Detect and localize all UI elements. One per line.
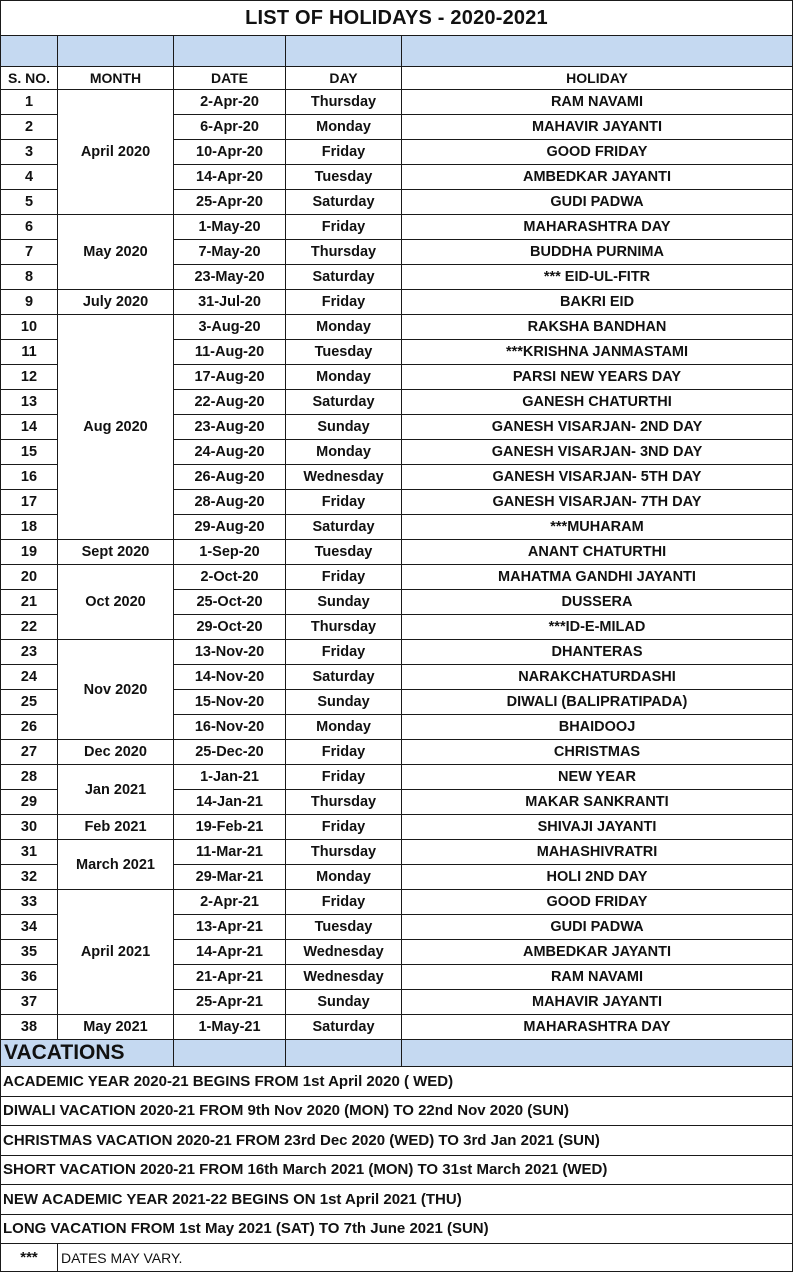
cell-date: 24-Aug-20: [174, 440, 286, 465]
cell-sno: 11: [1, 340, 58, 365]
vacation-line: SHORT VACATION 2020-21 FROM 16th March 2021 (MON) TO 31st March 2021 (WED): [1, 1155, 793, 1185]
cell-date: 22-Aug-20: [174, 390, 286, 415]
vacations-header-row: [1, 1040, 793, 1067]
cell-sno: 3: [1, 140, 58, 165]
cell-holiday: GANESH VISARJAN- 3ND DAY: [402, 440, 793, 465]
cell-day: Sunday: [286, 590, 402, 615]
cell-holiday: ANANT CHATURTHI: [402, 540, 793, 565]
cell-sno: 31: [1, 840, 58, 865]
cell-day: Wednesday: [286, 940, 402, 965]
cell-holiday: GANESH CHATURTHI: [402, 390, 793, 415]
table-row: [1, 315, 793, 340]
cell-holiday: *** EID-UL-FITR: [402, 265, 793, 290]
cell-holiday: ***MUHARAM: [402, 515, 793, 540]
cell-date: 25-Apr-21: [174, 990, 286, 1015]
cell-date: 1-Jan-21: [174, 765, 286, 790]
cell-month: Jan 2021: [58, 765, 174, 815]
cell-holiday: GANESH VISARJAN- 7TH DAY: [402, 490, 793, 515]
cell-holiday: DHANTERAS: [402, 640, 793, 665]
cell-day: Friday: [286, 290, 402, 315]
cell-day: Monday: [286, 315, 402, 340]
column-header-sno: S. NO.: [1, 67, 58, 90]
cell-date: 2-Apr-21: [174, 890, 286, 915]
cell-date: 13-Nov-20: [174, 640, 286, 665]
cell-month: Oct 2020: [58, 565, 174, 640]
vacations-heading: VACATIONS: [1, 1040, 174, 1067]
note-row: [1, 1244, 793, 1272]
cell-day: Wednesday: [286, 465, 402, 490]
cell-holiday: MAHAVIR JAYANTI: [402, 990, 793, 1015]
cell-sno: 38: [1, 1015, 58, 1040]
cell-sno: 35: [1, 940, 58, 965]
cell-holiday: AMBEDKAR JAYANTI: [402, 165, 793, 190]
cell-day: Thursday: [286, 840, 402, 865]
vacation-line: NEW ACADEMIC YEAR 2021-22 BEGINS ON 1st April 2021 (THU): [1, 1185, 793, 1215]
cell-day: Friday: [286, 765, 402, 790]
cell-sno: 22: [1, 615, 58, 640]
cell-sno: 25: [1, 690, 58, 715]
table-row: [1, 540, 793, 565]
cell-holiday: PARSI NEW YEARS DAY: [402, 365, 793, 390]
cell-date: 14-Nov-20: [174, 665, 286, 690]
cell-holiday: MAHATMA GANDHI JAYANTI: [402, 565, 793, 590]
cell-day: Sunday: [286, 690, 402, 715]
cell-month: Aug 2020: [58, 315, 174, 540]
cell-month: Feb 2021: [58, 815, 174, 840]
cell-day: Sunday: [286, 415, 402, 440]
cell-date: 14-Apr-21: [174, 940, 286, 965]
cell-holiday: RAKSHA BANDHAN: [402, 315, 793, 340]
note-text: DATES MAY VARY.: [58, 1244, 793, 1272]
cell-date: 6-Apr-20: [174, 115, 286, 140]
cell-holiday: ***ID-E-MILAD: [402, 615, 793, 640]
cell-date: 1-May-21: [174, 1015, 286, 1040]
cell-date: 17-Aug-20: [174, 365, 286, 390]
cell-day: Monday: [286, 440, 402, 465]
cell-day: Thursday: [286, 90, 402, 115]
cell-date: 10-Apr-20: [174, 140, 286, 165]
cell-month: March 2021: [58, 840, 174, 890]
cell-date: 25-Oct-20: [174, 590, 286, 615]
cell-date: 3-Aug-20: [174, 315, 286, 340]
cell-holiday: MAKAR SANKRANTI: [402, 790, 793, 815]
cell-day: Saturday: [286, 515, 402, 540]
cell-sno: 4: [1, 165, 58, 190]
table-row: [1, 740, 793, 765]
page-title: LIST OF HOLIDAYS - 2020-2021: [1, 1, 793, 36]
cell-holiday: BUDDHA PURNIMA: [402, 240, 793, 265]
cell-sno: 32: [1, 865, 58, 890]
cell-sno: 1: [1, 90, 58, 115]
cell-month: April 2020: [58, 90, 174, 215]
cell-sno: 10: [1, 315, 58, 340]
cell-date: 25-Dec-20: [174, 740, 286, 765]
cell-date: 31-Jul-20: [174, 290, 286, 315]
cell-sno: 5: [1, 190, 58, 215]
cell-sno: 12: [1, 365, 58, 390]
cell-holiday: MAHARASHTRA DAY: [402, 1015, 793, 1040]
cell-date: 23-Aug-20: [174, 415, 286, 440]
cell-holiday: ***KRISHNA JANMASTAMI: [402, 340, 793, 365]
table-row: [1, 640, 793, 665]
table-row: [1, 765, 793, 790]
cell-holiday: GOOD FRIDAY: [402, 140, 793, 165]
cell-day: Thursday: [286, 240, 402, 265]
cell-holiday: CHRISTMAS: [402, 740, 793, 765]
cell-sno: 24: [1, 665, 58, 690]
cell-holiday: GUDI PADWA: [402, 915, 793, 940]
cell-holiday: MAHAVIR JAYANTI: [402, 115, 793, 140]
cell-day: Tuesday: [286, 165, 402, 190]
cell-day: Monday: [286, 365, 402, 390]
cell-month: Nov 2020: [58, 640, 174, 740]
column-header-row: [1, 67, 793, 90]
cell-sno: 18: [1, 515, 58, 540]
cell-day: Saturday: [286, 265, 402, 290]
cell-date: 7-May-20: [174, 240, 286, 265]
cell-month: May 2021: [58, 1015, 174, 1040]
cell-holiday: NARAKCHATURDASHI: [402, 665, 793, 690]
column-header-date: DATE: [174, 67, 286, 90]
cell-date: 29-Mar-21: [174, 865, 286, 890]
cell-month: May 2020: [58, 215, 174, 290]
cell-day: Thursday: [286, 790, 402, 815]
cell-sno: 9: [1, 290, 58, 315]
cell-day: Saturday: [286, 1015, 402, 1040]
cell-sno: 23: [1, 640, 58, 665]
cell-sno: 37: [1, 990, 58, 1015]
cell-holiday: GOOD FRIDAY: [402, 890, 793, 915]
cell-sno: 15: [1, 440, 58, 465]
table-row: [1, 90, 793, 115]
holiday-rows: [1, 90, 793, 1040]
cell-sno: 29: [1, 790, 58, 815]
table-row: [1, 290, 793, 315]
cell-holiday: MAHARASHTRA DAY: [402, 215, 793, 240]
cell-date: 29-Aug-20: [174, 515, 286, 540]
cell-month: Dec 2020: [58, 740, 174, 765]
column-header-month: MONTH: [58, 67, 174, 90]
cell-day: Friday: [286, 565, 402, 590]
cell-sno: 36: [1, 965, 58, 990]
cell-holiday: HOLI 2ND DAY: [402, 865, 793, 890]
cell-date: 14-Jan-21: [174, 790, 286, 815]
vacation-line: DIWALI VACATION 2020-21 FROM 9th Nov 2020 (MON) TO 22nd Nov 2020 (SUN): [1, 1096, 793, 1126]
cell-holiday: MAHASHIVRATRI: [402, 840, 793, 865]
cell-day: Friday: [286, 640, 402, 665]
cell-day: Friday: [286, 490, 402, 515]
cell-holiday: BHAIDOOJ: [402, 715, 793, 740]
cell-sno: 33: [1, 890, 58, 915]
cell-sno: 27: [1, 740, 58, 765]
cell-holiday: RAM NAVAMI: [402, 965, 793, 990]
cell-sno: 21: [1, 590, 58, 615]
table-row: [1, 840, 793, 865]
cell-day: Saturday: [286, 190, 402, 215]
cell-date: 14-Apr-20: [174, 165, 286, 190]
note-marker: ***: [1, 1244, 58, 1272]
cell-sno: 20: [1, 565, 58, 590]
cell-date: 15-Nov-20: [174, 690, 286, 715]
table-row: [1, 890, 793, 915]
column-header-day: DAY: [286, 67, 402, 90]
blank-blue-band: [1, 36, 793, 67]
cell-day: Tuesday: [286, 915, 402, 940]
cell-date: 1-May-20: [174, 215, 286, 240]
cell-sno: 26: [1, 715, 58, 740]
cell-holiday: GUDI PADWA: [402, 190, 793, 215]
cell-date: 11-Mar-21: [174, 840, 286, 865]
vacation-line: LONG VACATION FROM 1st May 2021 (SAT) TO 7th June 2021 (SUN): [1, 1214, 793, 1244]
table-row: [1, 215, 793, 240]
cell-sno: 16: [1, 465, 58, 490]
cell-day: Friday: [286, 890, 402, 915]
cell-day: Monday: [286, 115, 402, 140]
cell-sno: 6: [1, 215, 58, 240]
table-row: [1, 815, 793, 840]
cell-holiday: BAKRI EID: [402, 290, 793, 315]
cell-sno: 2: [1, 115, 58, 140]
cell-day: Saturday: [286, 665, 402, 690]
cell-month: July 2020: [58, 290, 174, 315]
cell-date: 25-Apr-20: [174, 190, 286, 215]
cell-day: Thursday: [286, 615, 402, 640]
cell-holiday: DUSSERA: [402, 590, 793, 615]
cell-date: 21-Apr-21: [174, 965, 286, 990]
cell-day: Monday: [286, 865, 402, 890]
cell-date: 2-Apr-20: [174, 90, 286, 115]
cell-sno: 28: [1, 765, 58, 790]
cell-day: Friday: [286, 140, 402, 165]
cell-sno: 8: [1, 265, 58, 290]
cell-holiday: RAM NAVAMI: [402, 90, 793, 115]
cell-date: 26-Aug-20: [174, 465, 286, 490]
cell-sno: 13: [1, 390, 58, 415]
column-header-holiday: HOLIDAY: [402, 67, 793, 90]
cell-date: 13-Apr-21: [174, 915, 286, 940]
cell-month: Sept 2020: [58, 540, 174, 565]
cell-sno: 34: [1, 915, 58, 940]
cell-day: Sunday: [286, 990, 402, 1015]
cell-day: Friday: [286, 815, 402, 840]
cell-holiday: AMBEDKAR JAYANTI: [402, 940, 793, 965]
vacation-line: CHRISTMAS VACATION 2020-21 FROM 23rd Dec 2020 (WED) TO 3rd Jan 2021 (SUN): [1, 1126, 793, 1156]
cell-day: Wednesday: [286, 965, 402, 990]
table-row: [1, 565, 793, 590]
cell-day: Saturday: [286, 390, 402, 415]
table-row: [1, 1015, 793, 1040]
cell-date: 1-Sep-20: [174, 540, 286, 565]
cell-holiday: NEW YEAR: [402, 765, 793, 790]
cell-holiday: GANESH VISARJAN- 2ND DAY: [402, 415, 793, 440]
cell-day: Friday: [286, 740, 402, 765]
cell-date: 11-Aug-20: [174, 340, 286, 365]
cell-sno: 17: [1, 490, 58, 515]
cell-holiday: SHIVAJI JAYANTI: [402, 815, 793, 840]
cell-sno: 7: [1, 240, 58, 265]
vacation-line: ACADEMIC YEAR 2020-21 BEGINS FROM 1st April 2020 ( WED): [1, 1067, 793, 1097]
cell-holiday: DIWALI (BALIPRATIPADA): [402, 690, 793, 715]
cell-sno: 14: [1, 415, 58, 440]
cell-holiday: GANESH VISARJAN- 5TH DAY: [402, 465, 793, 490]
cell-day: Friday: [286, 215, 402, 240]
cell-month: April 2021: [58, 890, 174, 1015]
cell-sno: 19: [1, 540, 58, 565]
cell-date: 23-May-20: [174, 265, 286, 290]
cell-day: Monday: [286, 715, 402, 740]
cell-date: 28-Aug-20: [174, 490, 286, 515]
cell-date: 2-Oct-20: [174, 565, 286, 590]
cell-date: 16-Nov-20: [174, 715, 286, 740]
cell-day: Tuesday: [286, 340, 402, 365]
cell-sno: 30: [1, 815, 58, 840]
cell-date: 19-Feb-21: [174, 815, 286, 840]
cell-day: Tuesday: [286, 540, 402, 565]
cell-date: 29-Oct-20: [174, 615, 286, 640]
